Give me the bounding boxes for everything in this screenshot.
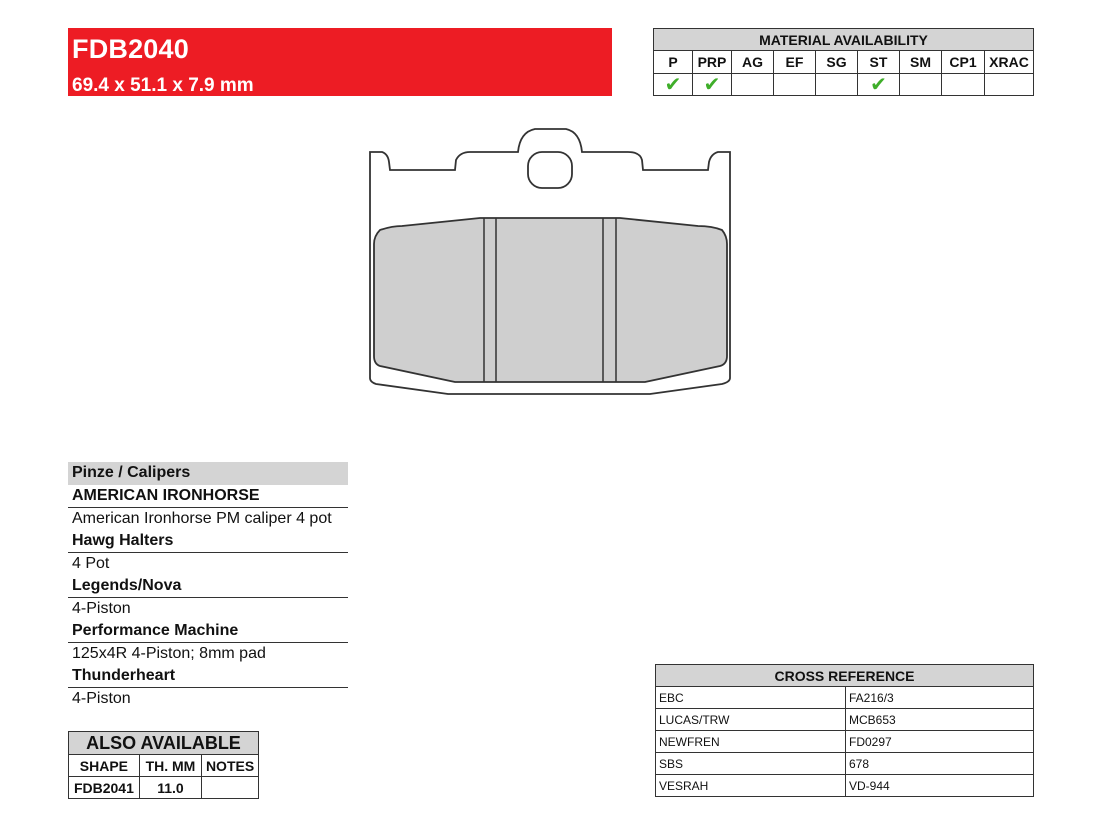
also-available-table — [68, 731, 259, 799]
table-row — [656, 709, 1034, 731]
material-column-cp1: CP1 — [942, 51, 985, 74]
cross-reference-code: MCB653 — [846, 709, 1034, 731]
caliper-model: American Ironhorse PM caliper 4 pot — [72, 510, 332, 527]
cross-reference-code: 678 — [846, 753, 1034, 775]
cross-reference-code: FA216/3 — [846, 687, 1034, 709]
caliper-brand: Thunderheart — [68, 665, 348, 688]
material-cell-p — [654, 74, 693, 96]
check-icon: ✔ — [703, 73, 721, 96]
material-availability-title: MATERIAL AVAILABILITY — [654, 29, 1034, 51]
calipers-list — [68, 462, 348, 710]
caliper-model: 4-Piston — [72, 690, 131, 707]
material-cell-sg — [816, 74, 858, 96]
also-available-cell: FDB2041 — [69, 777, 140, 799]
cross-reference-brand: SBS — [656, 753, 846, 775]
also-available-title: ALSO AVAILABLE — [69, 732, 259, 755]
material-cell-ag — [732, 74, 774, 96]
caliper-model: 125x4R 4-Piston; 8mm pad — [72, 645, 266, 662]
caliper-brand: Hawg Halters — [68, 530, 348, 553]
material-cell-prp — [693, 74, 732, 96]
material-column-st: ST — [858, 51, 900, 74]
material-column-ef: EF — [774, 51, 816, 74]
caliper-model: 4-Piston — [72, 600, 131, 617]
cross-reference-brand: EBC — [656, 687, 846, 709]
material-column-ag: AG — [732, 51, 774, 74]
table-row — [69, 777, 259, 799]
product-header — [68, 28, 612, 96]
caliper-brand: Performance Machine — [68, 620, 348, 643]
material-cell-ef — [774, 74, 816, 96]
cross-reference-title: CROSS REFERENCE — [656, 665, 1034, 687]
table-row — [656, 775, 1034, 797]
calipers-section-title: Pinze / Calipers — [68, 462, 348, 485]
also-available-header: TH. MM — [139, 755, 201, 777]
cross-reference-brand: VESRAH — [656, 775, 846, 797]
cross-reference-code: VD-944 — [846, 775, 1034, 797]
material-column-sg: SG — [816, 51, 858, 74]
check-icon: ✔ — [870, 73, 887, 96]
also-available-cell: 11.0 — [139, 777, 201, 799]
material-column-xrac: XRAC — [985, 51, 1034, 74]
also-available-header: SHAPE — [69, 755, 140, 777]
material-column-prp: PRP — [693, 51, 732, 74]
table-row — [656, 753, 1034, 775]
product-dimensions: 69.4 x 51.1 x 7.9 mm — [72, 75, 254, 96]
cross-reference-code: FD0297 — [846, 731, 1034, 753]
cross-reference-brand: LUCAS/TRW — [656, 709, 846, 731]
caliper-model: 4 Pot — [72, 555, 110, 572]
material-column-p: P — [654, 51, 693, 74]
table-row — [656, 687, 1034, 709]
brake-pad-drawing — [360, 120, 740, 400]
cross-reference-table — [655, 664, 1034, 797]
pad-mounting-hole — [528, 152, 572, 188]
product-code: FDB2040 — [72, 34, 189, 64]
caliper-brand: Legends/Nova — [68, 575, 348, 598]
material-column-sm: SM — [900, 51, 942, 74]
check-icon: ✔ — [664, 73, 682, 96]
table-row — [656, 731, 1034, 753]
material-cell-cp1 — [942, 74, 985, 96]
material-availability-table — [653, 28, 1034, 96]
also-available-cell — [202, 777, 259, 799]
also-available-header: NOTES — [202, 755, 259, 777]
material-cell-sm — [900, 74, 942, 96]
pad-friction-material — [374, 218, 727, 382]
material-cell-xrac — [985, 74, 1034, 96]
caliper-brand: AMERICAN IRONHORSE — [68, 485, 348, 508]
material-cell-st — [858, 74, 900, 96]
cross-reference-brand: NEWFREN — [656, 731, 846, 753]
